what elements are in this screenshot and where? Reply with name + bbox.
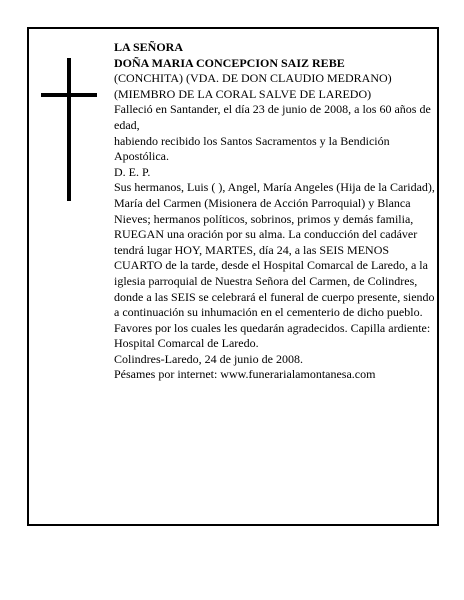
funeral-details: RUEGAN una oración por su alma. La conducción del cadáver tendrá lugar HOY, MARTES, día 24, a las SEIS MENOS CUARTO de la tarde, desde el Hospital Comarcal de Laredo, a la iglesia parroquial de Nuestra Señora del Carmen, de Colindres, donde a las SEIS se celebrará el funeral de cuerpo presente, siendo a continuación su inhumación en el cementerio de dicho pueblo. Favores por los cuales les quedarán agradecidos. Capilla ardiente: Hospital Comarcal de Laredo. — [114, 227, 435, 351]
cross-vertical-bar — [67, 58, 71, 201]
notice-title: LA SEÑORA — [114, 40, 184, 54]
obituary-notice — [27, 27, 439, 526]
condolences-line: Pésames por internet: www.funerarialamontanesa.com — [114, 367, 376, 382]
death-date-place: Falleció en Santander, el día 23 de junio de 2008, a los 60 años de edad, — [114, 102, 431, 132]
cross-horizontal-bar — [41, 93, 97, 97]
cross-icon — [41, 58, 97, 201]
deceased-details: (CONCHITA) (VDA. DE DON CLAUDIO MEDRANO) (MIEMBRO DE LA CORAL SALVE DE LAREDO) — [114, 71, 392, 101]
obituary-text — [114, 40, 436, 383]
family-list: Sus hermanos, Luis ( ), Angel, María Angeles (Hija de la Caridad), María del Carmen (Misionera de Acción Parroquial) y Blanca Nieves; hermanos políticos, sobrinos, primos y demás familia, — [114, 180, 435, 226]
place-date-line: Colindres-Laredo, 24 de junio de 2008. — [114, 351, 303, 366]
rip-line: D. E. P. — [114, 164, 151, 179]
sacraments-note: habiendo recibido los Santos Sacramentos y la Bendición Apostólica. — [114, 133, 390, 164]
deceased-name: DOÑA MARIA CONCEPCION SAIZ REBE — [114, 55, 345, 70]
